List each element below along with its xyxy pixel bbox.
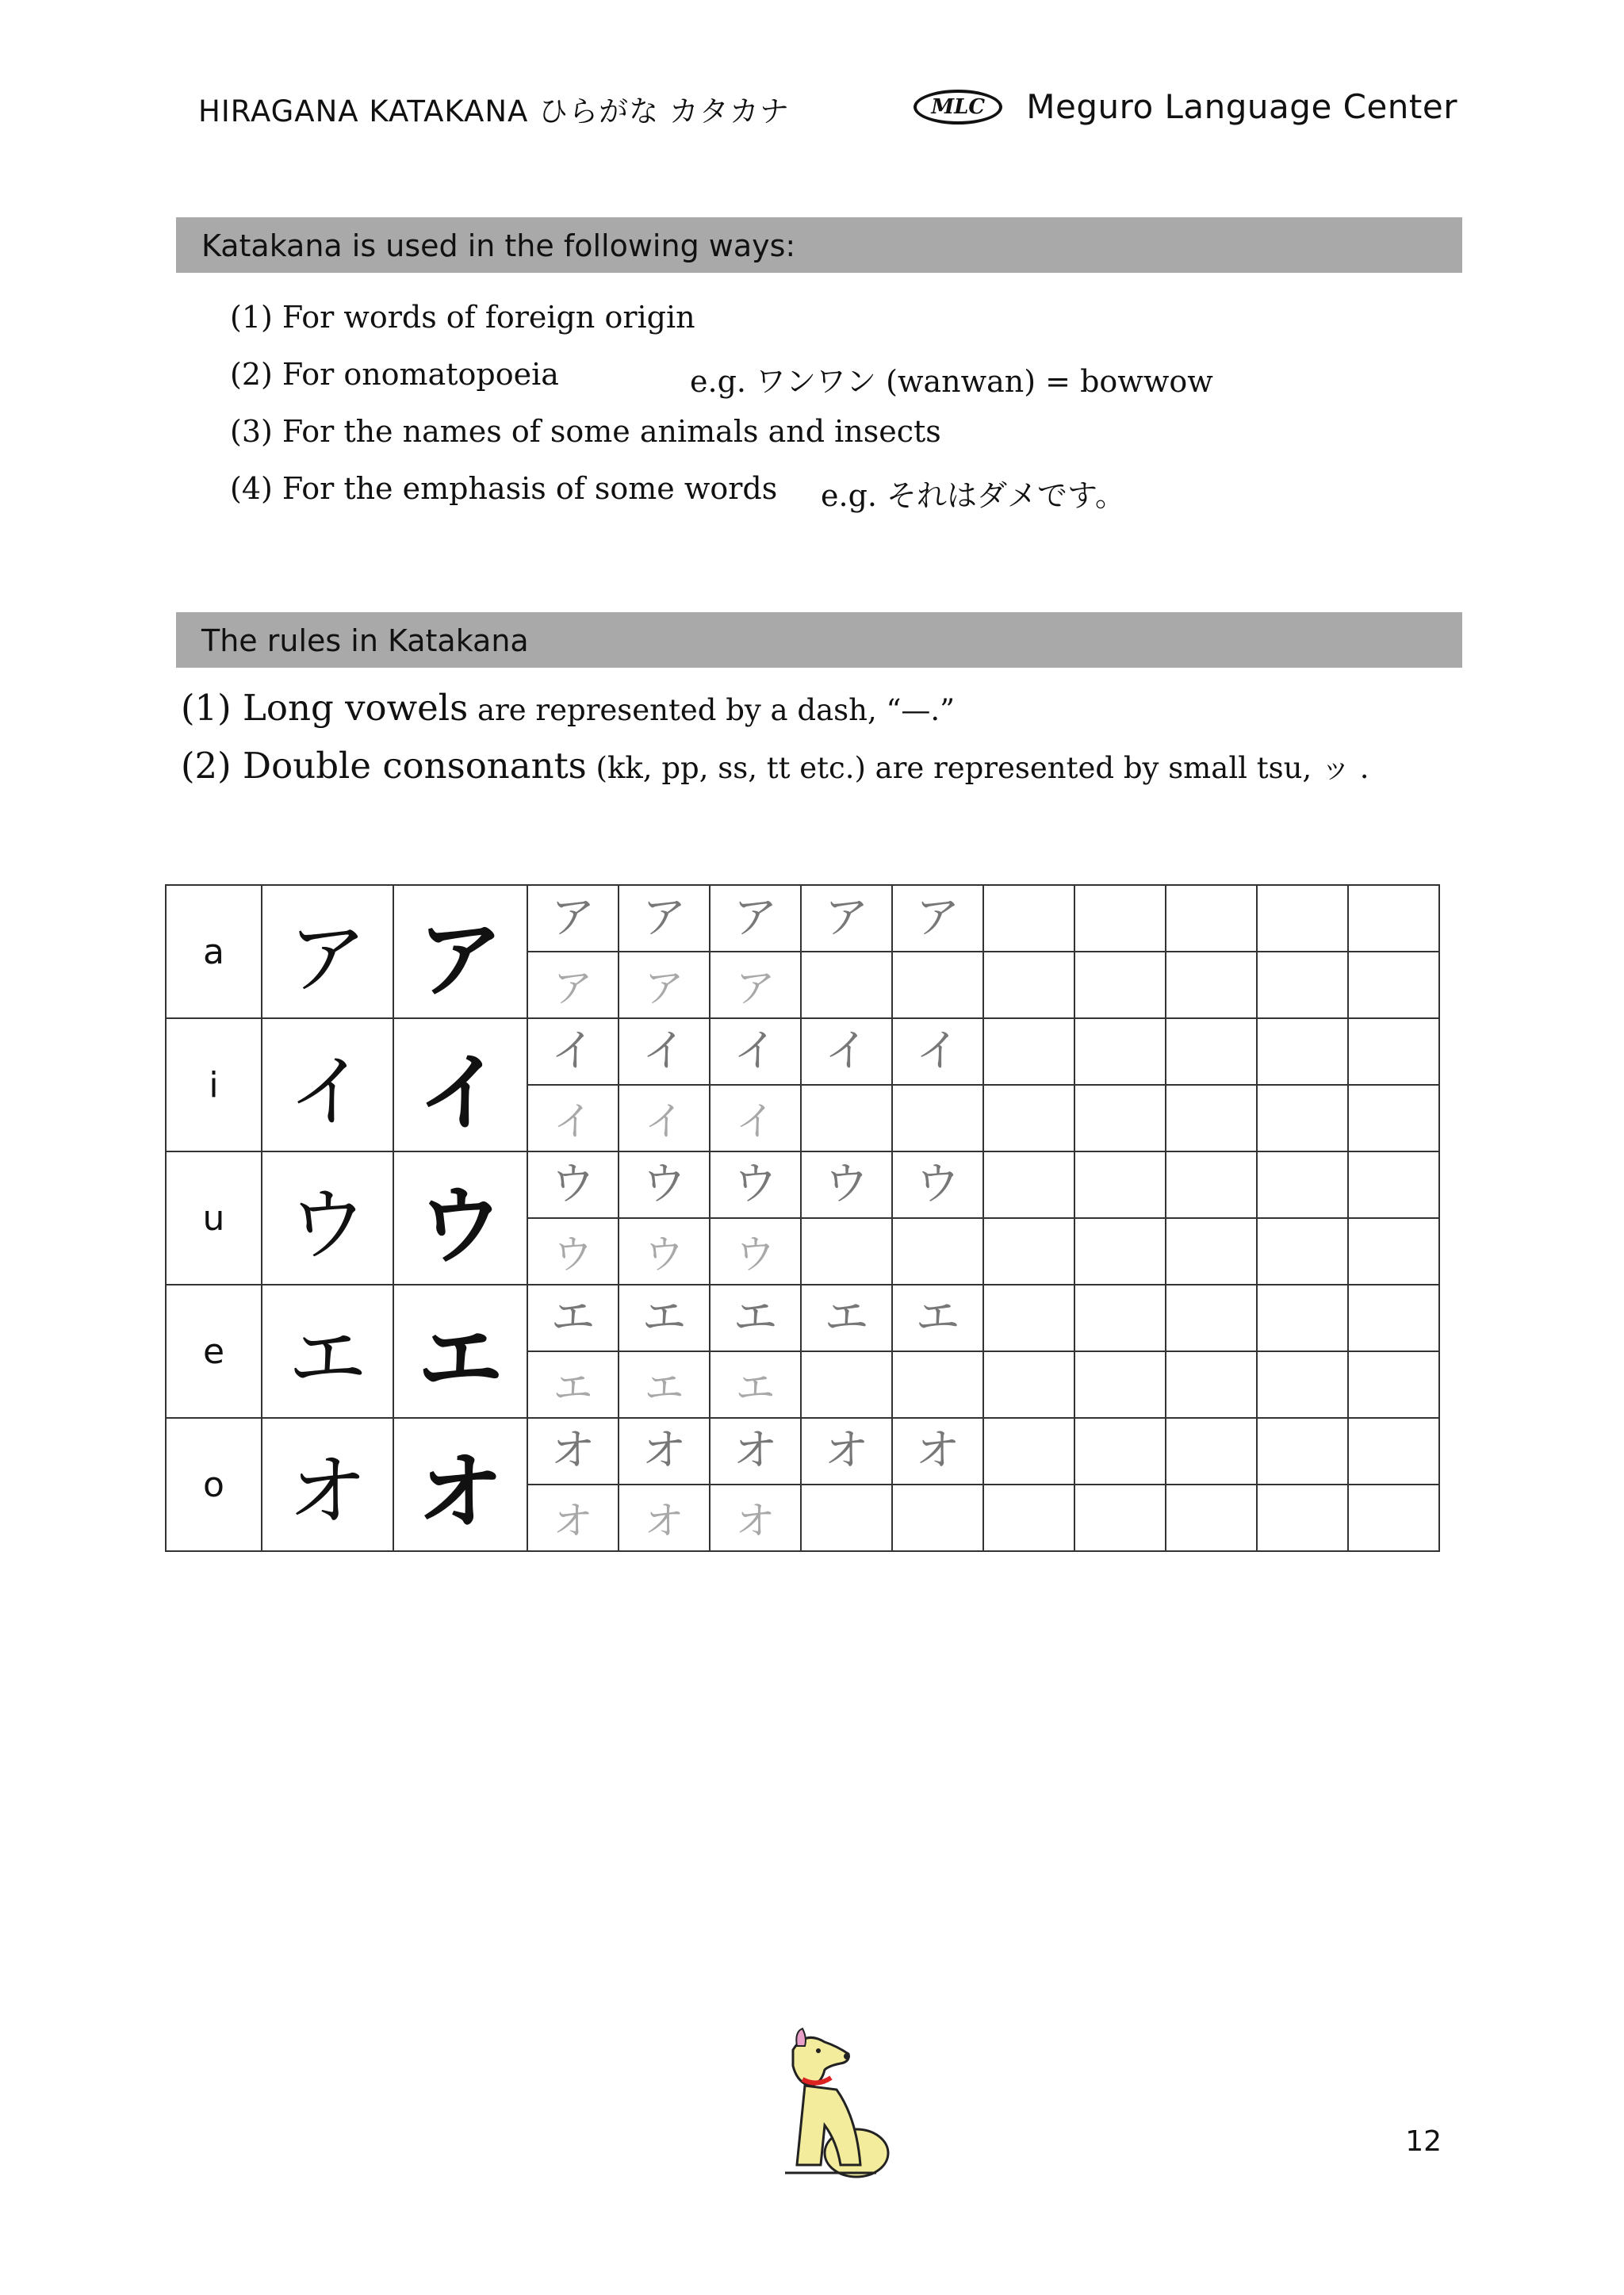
practice-cell — [1348, 1218, 1439, 1285]
trace-cell — [619, 885, 710, 952]
trace-character: イ — [550, 1025, 596, 1077]
practice-cell — [1166, 1418, 1257, 1485]
practice-row — [166, 1151, 1439, 1218]
practice-cell — [983, 1151, 1074, 1218]
trace-character: ウ — [642, 1159, 687, 1210]
usage-item — [230, 471, 1126, 528]
section-heading-text: Katakana is used in the following ways: — [201, 228, 796, 263]
trace-character: オ — [915, 1425, 960, 1477]
kana-model-bold: ウ — [393, 1151, 527, 1285]
trace-cell — [527, 1285, 619, 1351]
practice-cell — [892, 1351, 983, 1418]
practice-cell — [1348, 952, 1439, 1018]
trace-cell — [892, 1418, 983, 1485]
usage-item-text: (2) For onomatopoeia — [230, 357, 559, 392]
practice-cell — [1257, 1418, 1348, 1485]
rule-lead: (1) Long vowels — [181, 687, 469, 729]
practice-cell — [1348, 1018, 1439, 1085]
section-heading-usage — [176, 217, 1462, 273]
trace-cell — [801, 885, 892, 952]
rule-text: (kk, pp, ss, tt etc.) are represented by small tsu, ッ . — [586, 751, 1369, 785]
trace-character: ウ — [824, 1159, 869, 1210]
practice-cell — [1074, 1218, 1166, 1285]
kana-model-bold: ア — [393, 885, 527, 1018]
practice-row — [166, 1418, 1439, 1485]
usage-item — [230, 357, 1213, 414]
stroke-order-character: エ — [735, 1365, 776, 1411]
stroke-order-cell — [619, 1218, 710, 1285]
rule-item — [181, 687, 1369, 744]
practice-cell — [1074, 1485, 1166, 1551]
stroke-order-cell — [619, 952, 710, 1018]
trace-character: ア — [915, 892, 960, 944]
header-brand — [914, 87, 1457, 126]
practice-cell — [1348, 1351, 1439, 1418]
practice-cell — [1166, 1218, 1257, 1285]
practice-cell — [892, 1485, 983, 1551]
practice-cell — [1074, 1085, 1166, 1151]
trace-cell — [801, 1418, 892, 1485]
usage-example: e.g. ワンワン (wanwan) = bowwow — [690, 364, 1213, 399]
practice-cell — [1348, 1485, 1439, 1551]
stroke-order-cell — [619, 1485, 710, 1551]
trace-cell — [527, 885, 619, 952]
trace-character: ア — [642, 892, 687, 944]
practice-cell — [1257, 1485, 1348, 1551]
practice-row — [166, 1285, 1439, 1351]
trace-character: イ — [824, 1025, 869, 1077]
romaji-label: o — [166, 1418, 262, 1551]
trace-cell — [892, 1151, 983, 1218]
trace-character: イ — [915, 1025, 960, 1077]
practice-cell — [801, 1351, 892, 1418]
usage-example: e.g. それはダメです。 — [821, 478, 1126, 513]
trace-cell — [527, 1151, 619, 1218]
trace-character: ウ — [915, 1159, 960, 1210]
stroke-order-character: エ — [644, 1365, 684, 1411]
practice-cell — [1257, 1285, 1348, 1351]
practice-cell — [1166, 1018, 1257, 1085]
usage-item-text: (1) For words of foreign origin — [230, 300, 695, 335]
usage-item — [230, 414, 941, 471]
practice-cell — [983, 1351, 1074, 1418]
trace-cell — [710, 885, 801, 952]
trace-character: エ — [550, 1292, 596, 1343]
practice-cell — [1074, 1351, 1166, 1418]
practice-cell — [1257, 952, 1348, 1018]
practice-cell — [1257, 1018, 1348, 1085]
stroke-order-cell — [527, 952, 619, 1018]
stroke-order-cell — [710, 952, 801, 1018]
romaji-label: e — [166, 1285, 262, 1418]
stroke-order-character: オ — [644, 1498, 684, 1544]
kana-model-thin: イ — [262, 1018, 393, 1151]
stroke-order-character: イ — [735, 1098, 776, 1144]
trace-character: エ — [733, 1292, 778, 1343]
trace-cell — [527, 1418, 619, 1485]
stroke-order-cell — [710, 1485, 801, 1551]
page-number: 12 — [1405, 2125, 1442, 2158]
stroke-order-character: イ — [644, 1098, 684, 1144]
practice-cell — [801, 1085, 892, 1151]
practice-cell — [1348, 1418, 1439, 1485]
trace-character: イ — [733, 1025, 778, 1077]
romaji-label: u — [166, 1151, 262, 1285]
practice-cell — [1074, 1418, 1166, 1485]
stroke-order-cell — [710, 1351, 801, 1418]
stroke-order-cell — [527, 1085, 619, 1151]
practice-cell — [1166, 1085, 1257, 1151]
trace-cell — [527, 1018, 619, 1085]
usage-item-text: (3) For the names of some animals and insects — [230, 414, 941, 449]
katakana-practice-grid — [165, 884, 1440, 1552]
trace-cell — [710, 1418, 801, 1485]
trace-cell — [801, 1285, 892, 1351]
stroke-order-cell — [710, 1085, 801, 1151]
kana-model-bold: エ — [393, 1285, 527, 1418]
trace-cell — [892, 885, 983, 952]
trace-character: エ — [642, 1292, 687, 1343]
kana-model-thin: ウ — [262, 1151, 393, 1285]
practice-cell — [1348, 1151, 1439, 1218]
stroke-order-character: オ — [735, 1498, 776, 1544]
stroke-order-character: ア — [735, 965, 776, 1011]
trace-cell — [710, 1285, 801, 1351]
practice-cell — [983, 1418, 1074, 1485]
trace-cell — [710, 1018, 801, 1085]
practice-cell — [1166, 885, 1257, 952]
page-header — [198, 87, 1457, 135]
section-heading-text: The rules in Katakana — [201, 623, 529, 658]
practice-cell — [1257, 1218, 1348, 1285]
practice-row — [166, 885, 1439, 952]
header-title: HIRAGANA KATAKANA ひらがな カタカナ — [198, 94, 790, 128]
practice-cell — [1348, 1285, 1439, 1351]
trace-character: ウ — [550, 1159, 596, 1210]
trace-character: ア — [550, 892, 596, 944]
trace-character: オ — [642, 1425, 687, 1477]
kana-model-bold: イ — [393, 1018, 527, 1151]
practice-cell — [1166, 1151, 1257, 1218]
practice-cell — [983, 952, 1074, 1018]
stroke-order-character: ウ — [735, 1232, 776, 1278]
practice-cell — [983, 1485, 1074, 1551]
stroke-order-cell — [527, 1351, 619, 1418]
practice-cell — [983, 1218, 1074, 1285]
stroke-order-character: ア — [553, 965, 593, 1011]
trace-character: イ — [642, 1025, 687, 1077]
trace-character: ア — [824, 892, 869, 944]
stroke-order-cell — [527, 1485, 619, 1551]
rule-item — [181, 744, 1369, 801]
rules-list — [181, 687, 1369, 801]
center-name: Meguro Language Center — [1026, 87, 1457, 126]
practice-cell — [1166, 1285, 1257, 1351]
practice-cell — [892, 1085, 983, 1151]
section-heading-rules — [176, 612, 1462, 668]
practice-cell — [1074, 1018, 1166, 1085]
practice-cell — [892, 1218, 983, 1285]
kana-model-thin: オ — [262, 1418, 393, 1551]
kana-model-bold: オ — [393, 1418, 527, 1551]
trace-character: ア — [733, 892, 778, 944]
practice-cell — [1257, 1085, 1348, 1151]
romaji-label: a — [166, 885, 262, 1018]
stroke-order-character: オ — [553, 1498, 593, 1544]
trace-cell — [619, 1418, 710, 1485]
usage-item-text: (4) For the emphasis of some words — [230, 471, 778, 506]
practice-cell — [801, 1485, 892, 1551]
rule-lead: (2) Double consonants — [181, 745, 587, 787]
practice-cell — [892, 952, 983, 1018]
practice-cell — [983, 1085, 1074, 1151]
stroke-order-character: ウ — [644, 1232, 684, 1278]
practice-cell — [1257, 1351, 1348, 1418]
practice-cell — [983, 885, 1074, 952]
trace-cell — [892, 1018, 983, 1085]
kana-model-thin: エ — [262, 1285, 393, 1418]
stroke-order-cell — [619, 1085, 710, 1151]
practice-cell — [1074, 885, 1166, 952]
practice-cell — [983, 1285, 1074, 1351]
practice-cell — [1257, 1151, 1348, 1218]
practice-cell — [1348, 1085, 1439, 1151]
kana-model-thin: ア — [262, 885, 393, 1018]
stroke-order-character: エ — [553, 1365, 593, 1411]
romaji-label: i — [166, 1018, 262, 1151]
stroke-order-character: ウ — [553, 1232, 593, 1278]
stroke-order-cell — [527, 1218, 619, 1285]
practice-cell — [1257, 885, 1348, 952]
practice-cell — [983, 1018, 1074, 1085]
dog-illustration — [761, 2022, 904, 2181]
practice-cell — [1166, 952, 1257, 1018]
trace-cell — [619, 1151, 710, 1218]
trace-character: エ — [915, 1292, 960, 1343]
trace-character: エ — [824, 1292, 869, 1343]
trace-cell — [619, 1285, 710, 1351]
practice-row — [166, 1018, 1439, 1085]
practice-cell — [1166, 1351, 1257, 1418]
stroke-order-character: ア — [644, 965, 684, 1011]
trace-character: オ — [824, 1425, 869, 1477]
trace-cell — [619, 1018, 710, 1085]
rule-text: are represented by a dash, “—.” — [468, 693, 956, 727]
practice-cell — [1074, 1151, 1166, 1218]
trace-cell — [710, 1151, 801, 1218]
practice-cell — [1074, 1285, 1166, 1351]
trace-cell — [801, 1151, 892, 1218]
practice-cell — [801, 1218, 892, 1285]
stroke-order-cell — [710, 1218, 801, 1285]
practice-cell — [1166, 1485, 1257, 1551]
mlc-logo: MLC — [914, 90, 1002, 125]
usage-item — [230, 300, 941, 357]
trace-character: オ — [550, 1425, 596, 1477]
practice-cell — [1348, 885, 1439, 952]
trace-cell — [801, 1018, 892, 1085]
usage-list — [230, 300, 1213, 528]
stroke-order-character: イ — [553, 1098, 593, 1144]
practice-cell — [1074, 952, 1166, 1018]
stroke-order-cell — [619, 1351, 710, 1418]
practice-cell — [801, 952, 892, 1018]
trace-character: ウ — [733, 1159, 778, 1210]
trace-character: オ — [733, 1425, 778, 1477]
trace-cell — [892, 1285, 983, 1351]
